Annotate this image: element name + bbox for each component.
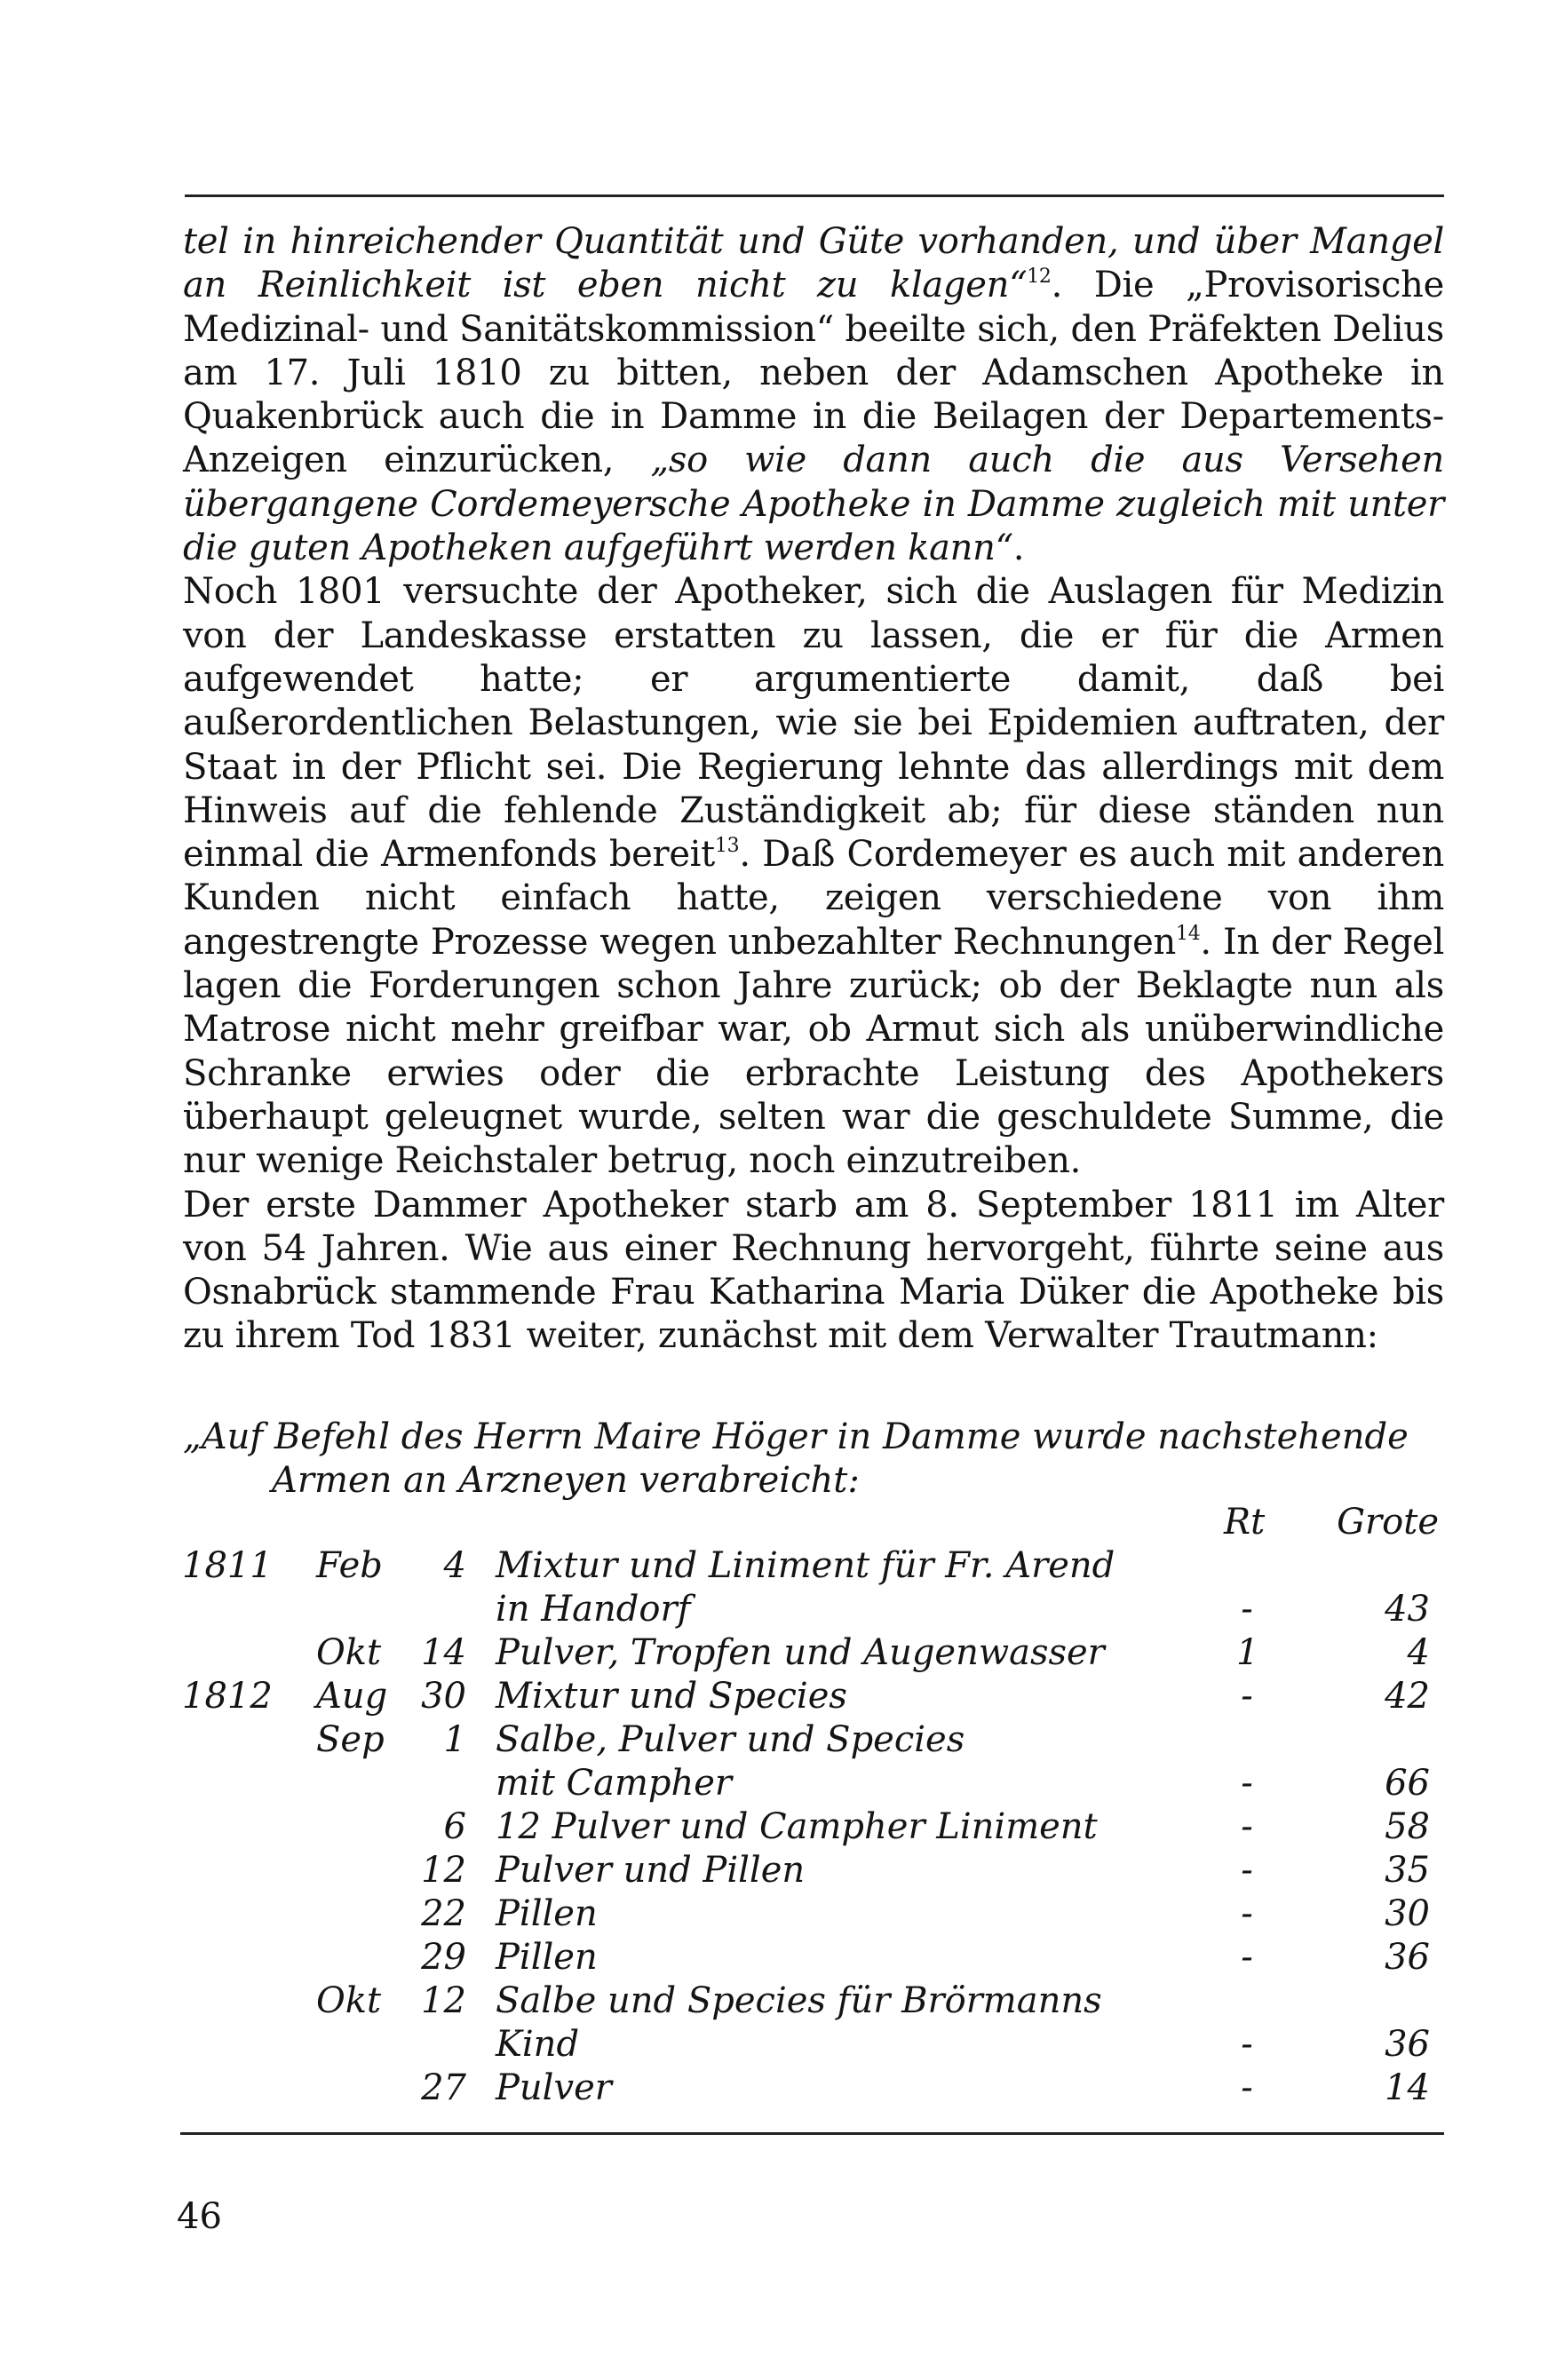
ledger-grote: 35	[1385, 1850, 1430, 1891]
ledger-item: in Handorf	[496, 1589, 691, 1630]
page-number: 46	[177, 2196, 222, 2237]
ledger-rt: -	[1241, 1763, 1253, 1804]
ledger-day: 6	[443, 1806, 466, 1847]
ledger-row	[0, 1588, 1556, 1631]
footnote-marker: 14	[1176, 922, 1201, 945]
quote-line-2: Armen an Arzneyen verabreicht:	[272, 1460, 860, 1501]
ledger-header	[0, 1501, 1556, 1544]
ledger-day: 30	[421, 1676, 466, 1717]
ledger-grote: 43	[1385, 1589, 1430, 1630]
ledger-month: Feb	[316, 1545, 383, 1586]
text-run: . Daß Cordemeyer es auch mit anderen Kunden nicht einfach hatte, zeigen verschiedene von ihm angestrengte Prozesse wegen unbezahlter Rechnungen	[183, 834, 1444, 963]
ledger-rt: 1	[1236, 1632, 1259, 1673]
footnote-marker: 13	[714, 835, 740, 858]
ledger-row	[0, 1979, 1556, 2023]
paragraph-3	[183, 1184, 1444, 1359]
body-text	[183, 220, 1444, 1359]
text-run: Der erste Dammer Apotheker starb am 8. September 1811 im Alter von 54 Jahren. Wie aus einer Rechnung hervorgeht, führte seine aus Osnabrück stammende Frau Katharina Maria Düker die Apotheke bis zu ihrem Tod 1831 weiter, zunächst mit dem Verwalter Trautmann:	[183, 1184, 1444, 1357]
ledger-rt: -	[1241, 1850, 1253, 1891]
text-run: . In der Regel lagen die Forderungen schon Jahre zurück; ob der Beklagte nun als Matrose nicht mehr greifbar war, ob Armut sich als unüberwindliche Schranke erwies oder die erbrachte Leistung des Apothekers überhaupt geleugnet wurde, selten war die geschuldete Summe, die nur wenige Reichstaler betrug, noch einzutreiben.	[183, 921, 1444, 1182]
ledger-rt: -	[1241, 1676, 1253, 1717]
ledger-grote: 36	[1385, 1937, 1430, 1978]
ledger-month: Aug	[316, 1676, 388, 1717]
ledger-item: Mixtur und Species	[496, 1676, 847, 1717]
ledger-day: 22	[421, 1893, 466, 1934]
ledger-rt: -	[1241, 1589, 1253, 1630]
ledger-day: 27	[421, 2067, 466, 2108]
paragraph-1	[183, 220, 1444, 570]
header-rt: Rt	[1224, 1502, 1266, 1543]
bottom-rule	[180, 2132, 1444, 2135]
ledger-row	[0, 1892, 1556, 1936]
ledger-month: Sep	[316, 1719, 385, 1760]
ledger-row	[0, 1936, 1556, 1979]
ledger-item: 12 Pulver und Campher Liniment	[496, 1806, 1098, 1847]
ledger-year: 1811	[182, 1545, 273, 1586]
ledger-item: Salbe, Pulver und Species	[496, 1719, 965, 1760]
ledger-rt: -	[1241, 2067, 1253, 2108]
ledger-day: 12	[421, 1850, 466, 1891]
ledger-grote: 42	[1385, 1676, 1430, 1717]
ledger-day: 1	[443, 1719, 466, 1760]
ledger-item: Pulver und Pillen	[496, 1850, 806, 1891]
ledger-row	[0, 1675, 1556, 1718]
italic-quote: tel in hinreichender Quantität und Güte vorhanden, und über Mangel an Reinlichkeit ist eben nicht zu klagen“	[183, 221, 1444, 306]
ledger-grote: 14	[1385, 2067, 1430, 2108]
quote-heading	[183, 1416, 1444, 1503]
ledger-row	[0, 2023, 1556, 2067]
ledger-rt: -	[1241, 2024, 1253, 2065]
ledger-rows	[0, 1544, 1556, 2110]
footnote-marker: 12	[1027, 266, 1052, 289]
ledger-grote: 36	[1385, 2024, 1430, 2065]
ledger-row	[0, 1762, 1556, 1805]
ledger-day: 14	[421, 1632, 466, 1673]
ledger-item: Kind	[496, 2024, 580, 2065]
ledger-month: Okt	[316, 1980, 382, 2021]
ledger-day: 12	[421, 1980, 466, 2021]
header-grote: Grote	[1337, 1502, 1439, 1543]
ledger-item: Pulver	[496, 2067, 612, 2108]
ledger-row	[0, 1631, 1556, 1675]
italic-quote: „so wie dann auch die aus Versehen übergangene Cordemeyersche Apotheke in Damme zugleich mit unter die guten Apotheken aufgeführt werden kann“	[183, 440, 1445, 569]
ledger-item: Pillen	[496, 1937, 598, 1978]
paragraph-2	[183, 570, 1444, 1183]
top-rule	[185, 194, 1444, 197]
ledger-rt: -	[1241, 1893, 1253, 1934]
ledger-day: 4	[443, 1545, 466, 1586]
text-run: Noch 1801 versuchte der Apotheker, sich die Auslagen für Medizin von der Landeskasse erstatten zu lassen, die er für die Armen aufgewendet hatte; er argumentierte damit, daß bei außerordentlichen Belastungen, wie sie bei Epidemien auftraten, der Staat in der Pflicht sei. Die Regierung lehnte das allerdings mit dem Hinweis auf die fehlende Zuständigkeit ab; für diese ständen nun einmal die Armenfonds bereit	[183, 571, 1444, 876]
ledger-month: Okt	[316, 1632, 382, 1673]
ledger-grote: 58	[1385, 1806, 1430, 1847]
quote-line-1: „Auf Befehl des Herrn Maire Höger in Damme wurde nachstehende	[183, 1416, 1409, 1457]
ledger-item: Pillen	[496, 1893, 598, 1934]
ledger-grote: 30	[1385, 1893, 1430, 1934]
ledger-table	[0, 1501, 1556, 2110]
ledger-year: 1812	[182, 1676, 273, 1717]
ledger-grote: 66	[1385, 1763, 1430, 1804]
ledger-item: Mixtur und Liniment für Fr. Arend	[496, 1545, 1115, 1586]
ledger-grote: 4	[1407, 1632, 1430, 1673]
ledger-row	[0, 1544, 1556, 1588]
ledger-item: Salbe und Species für Brörmanns	[496, 1980, 1102, 2021]
ledger-rt: -	[1241, 1806, 1253, 1847]
ledger-row	[0, 1849, 1556, 1892]
text-run: . Die „Provisorische Medizinal- und Sanitätskommission“ beeilte sich, den Präfekten Delius am 17. Juli 1810 zu bitten, neben der Adamschen Apotheke in Quakenbrück auch die in Damme in die Beilagen der Departements-Anzeigen einzurücken,	[183, 265, 1444, 481]
ledger-rt: -	[1241, 1937, 1253, 1978]
ledger-row	[0, 1805, 1556, 1849]
text-run: .	[1012, 528, 1025, 569]
ledger-row	[0, 2067, 1556, 2110]
ledger-item: mit Campher	[496, 1763, 733, 1804]
ledger-row	[0, 1718, 1556, 1762]
ledger-day: 29	[421, 1937, 466, 1978]
ledger-item: Pulver, Tropfen und Augenwasser	[496, 1632, 1105, 1673]
